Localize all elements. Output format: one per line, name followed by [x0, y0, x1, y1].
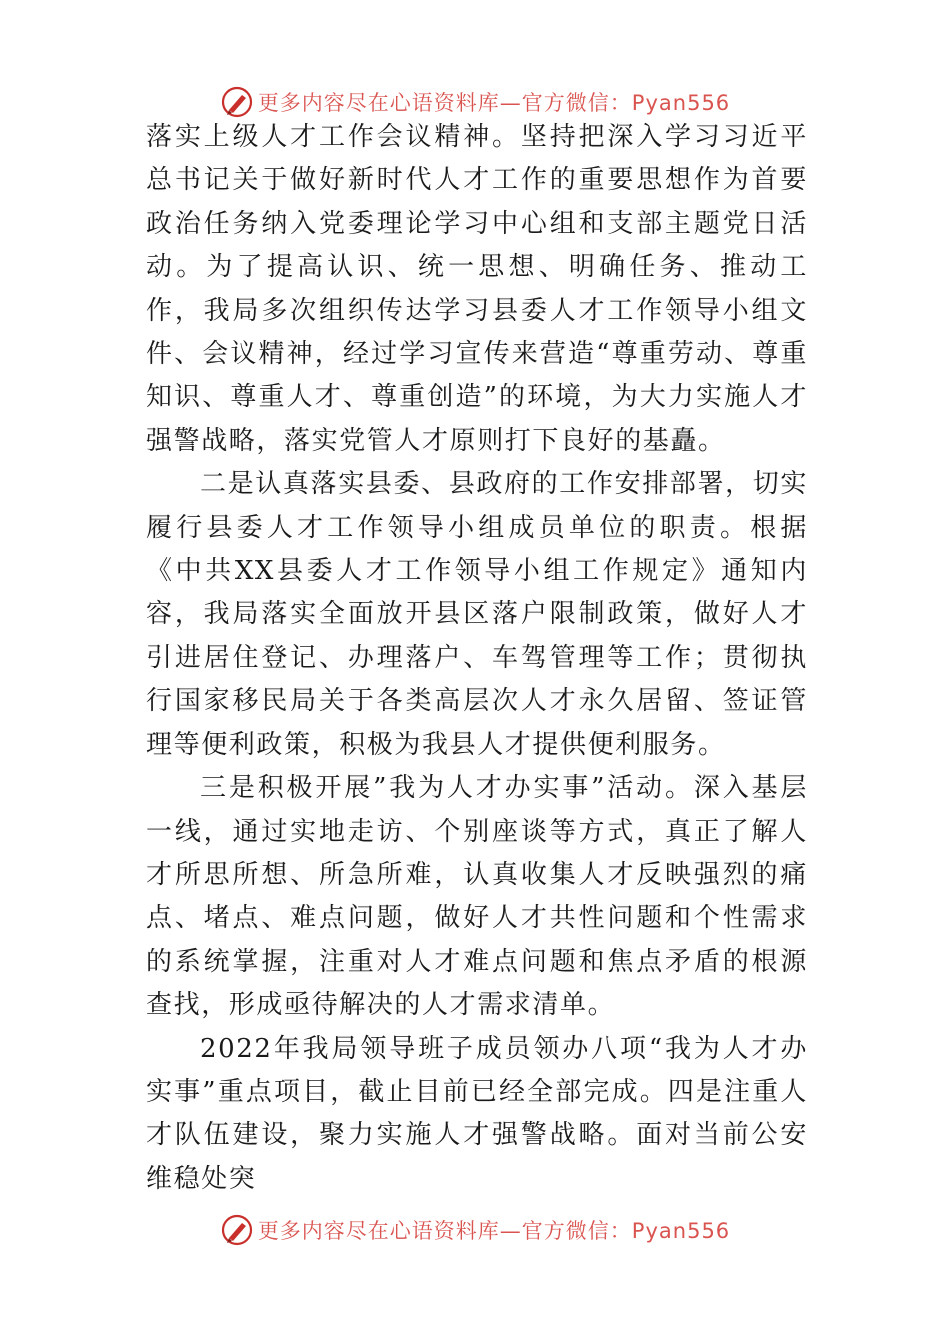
paragraph-4: 2022年我局领导班子成员领办八项“我为人才办实事”重点项目，截止目前已经全部完成。四是注重人才队伍建设，聚力实施人才强警战略。面对当前公安维稳处突: [146, 1033, 808, 1194]
pen-logo-icon: [220, 1213, 254, 1247]
paragraph-3: 三是积极开展”我为人才办实事”活动。深入基层一线，通过实地走访、个别座谈等方式，真正了解人才所思所想、所急所难，认真收集人才反映强烈的痛点、堵点、难点问题，做好人才共性问题和个性需求的系统掌握，注重对人才难点问题和焦点矛盾的根源查找，形成亟待解决的人才需求清单。: [146, 773, 808, 1021]
document-body: [146, 116, 808, 1201]
pen-logo-icon: [220, 85, 254, 119]
banner-text: 更多内容尽在心语资料库—官方微信：Pyan556: [257, 91, 731, 115]
footer-banner: [0, 1208, 950, 1252]
paragraph-1: 落实上级人才工作会议精神。坚持把深入学习习近平总书记关于做好新时代人才工作的重要思想作为首要政治任务纳入党委理论学习中心组和支部主题党日活动。为了提高认识、统一思想、明确任务、推动工作，我局多次组织传达学习县委人才工作领导小组文件、会议精神，经过学习宣传来营造“尊重劳动、尊重知识、尊重人才、尊重创造”的环境，为大力实施人才强警战略，落实党管人才原则打下良好的基矗。: [146, 122, 808, 456]
paragraph-2: 二是认真落实县委、县政府的工作安排部署，切实履行县委人才工作领导小组成员单位的职责。根据《中共XX县委人才工作领导小组工作规定》通知内容，我局落实全面放开县区落户限制政策，做好人才引进居住登记、办理落户、车驾管理等工作；贯彻执行国家移民局关于各类高层次人才永久居留、签证管理等便利政策，积极为我县人才提供便利服务。: [146, 469, 808, 760]
banner-text: 更多内容尽在心语资料库—官方微信：Pyan556: [257, 1219, 731, 1243]
